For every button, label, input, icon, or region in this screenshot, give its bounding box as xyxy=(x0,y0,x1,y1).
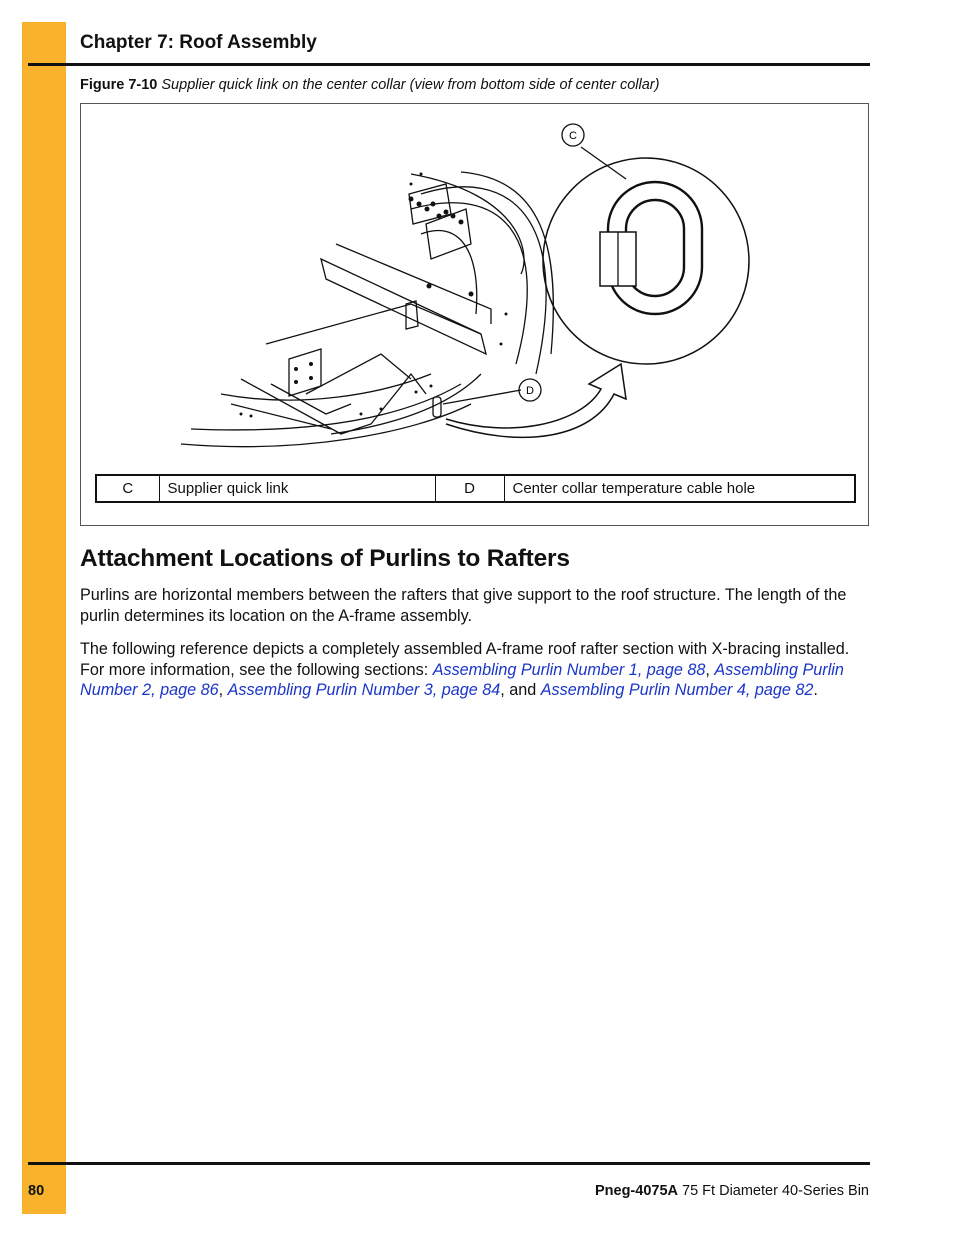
legend-key-c: C xyxy=(96,475,159,502)
figure-legend-table xyxy=(95,474,856,503)
link-purlin-2[interactable]: Assembling Purlin Number 2, page 86 xyxy=(80,660,844,699)
legend-key-d: D xyxy=(435,475,504,502)
separator: , xyxy=(705,660,715,679)
doc-id: Pneg-4075A xyxy=(594,1183,678,1199)
callout-c-label: C xyxy=(569,130,577,142)
chapter-color-bar xyxy=(22,22,66,1214)
separator: , xyxy=(218,681,228,699)
figure-caption-text: Supplier quick link on the center collar (view from bottom side of center collar) xyxy=(161,77,660,93)
header-rule xyxy=(28,63,870,66)
callout-d-label: D xyxy=(526,385,534,397)
legend-desc-d: Center collar temperature cable hole xyxy=(504,475,855,502)
collar-drawing xyxy=(81,104,868,474)
figure-frame xyxy=(80,103,869,526)
bolt-dots xyxy=(240,173,508,418)
page-number: 80 xyxy=(28,1183,45,1199)
separator: . xyxy=(813,681,818,699)
collar-ring-outer-top xyxy=(461,172,553,354)
link-purlin-1[interactable]: Assembling Purlin Number 1, page 88 xyxy=(432,660,706,679)
footer-doc-info xyxy=(595,1183,869,1199)
chapter-title: Chapter 7: Roof Assembly xyxy=(80,32,317,53)
footer-rule xyxy=(28,1162,870,1165)
paragraph-reference-text: The following reference depicts a completely assembled A-frame roof rafter section with X-bracing installed. For more information, see the following sections: xyxy=(80,640,850,679)
paragraph-reference xyxy=(80,639,870,701)
paragraph-purlins-intro: Purlins are horizontal members between the rafters that give support to the roof structure. The length of the purlin determines its location on the A-frame assembly. xyxy=(80,586,847,625)
link-purlin-4[interactable]: Assembling Purlin Number 4, page 82 xyxy=(540,681,814,699)
doc-title: 75 Ft Diameter 40-Series Bin xyxy=(678,1183,869,1199)
link-purlin-3[interactable]: Assembling Purlin Number 3, page 84 xyxy=(227,681,501,699)
figure-caption xyxy=(80,77,659,93)
legend-desc-c: Supplier quick link xyxy=(159,475,435,502)
section-heading: Attachment Locations of Purlins to Rafters xyxy=(80,545,570,572)
figure-number: Figure 7-10 xyxy=(80,77,158,93)
separator: , and xyxy=(500,681,541,699)
legend-row xyxy=(96,475,855,502)
